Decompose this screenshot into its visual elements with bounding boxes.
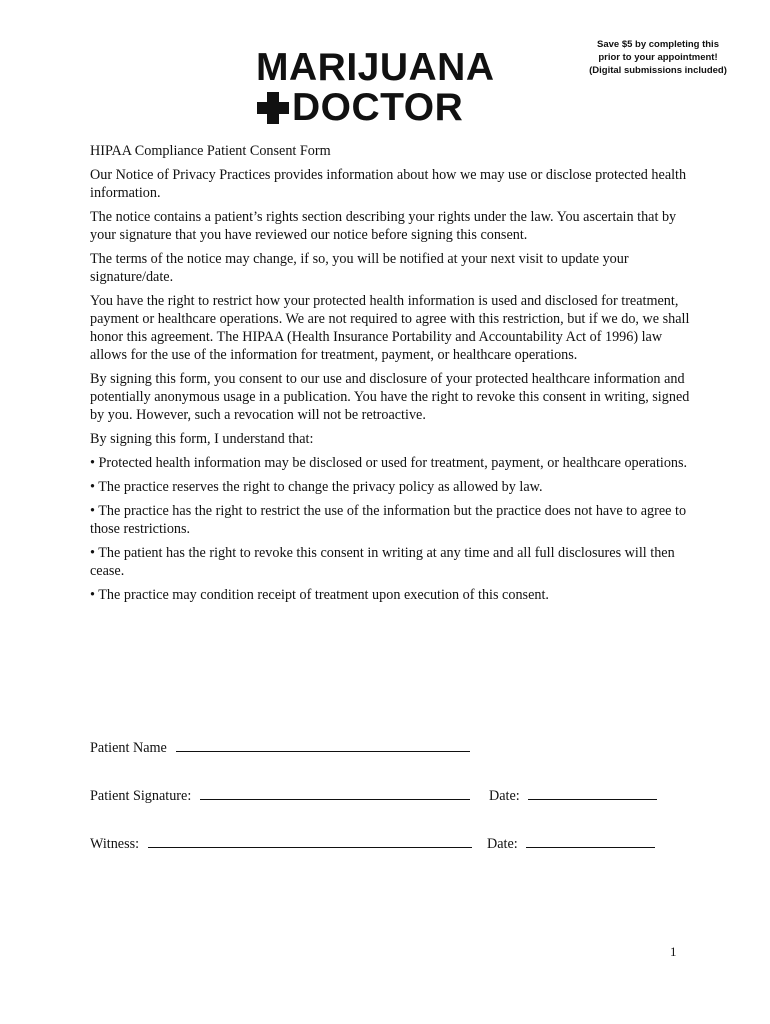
- marijuana-doctor-logo: [256, 48, 516, 128]
- logo-text-line2-row: [256, 88, 516, 128]
- bullet-condition-treatment: • The practice may condition receipt of treatment upon execution of this consent.: [90, 587, 549, 603]
- bullet-disclosure: • Protected health information may be disclosed or used for treatment, payment, or healthcare operations.: [90, 455, 688, 471]
- patient-name-row: [90, 738, 470, 757]
- promo-line-1: Save $5 by completing this: [597, 39, 719, 50]
- witness-label: Witness:: [90, 836, 140, 852]
- paragraph-privacy-notice: Our Notice of Privacy Practices provides information about how we may use or disclose protected health information.: [90, 167, 687, 201]
- logo-text-line1: MARIJUANA: [256, 46, 495, 89]
- medical-cross-icon: [256, 90, 290, 126]
- logo-text-line2: DOCTOR: [292, 86, 464, 129]
- patient-date-label: Date:: [489, 788, 520, 804]
- witness-date-row: [487, 834, 655, 853]
- patient-name-label: Patient Name: [90, 740, 167, 756]
- document-title: HIPAA Compliance Patient Consent Form: [90, 143, 331, 159]
- paragraph-notice-changes: The terms of the notice may change, if so, you will be notified at your next visit to update your signature/date.: [90, 251, 629, 285]
- witness-date-field[interactable]: [526, 834, 655, 848]
- promo-line-3: (Digital submissions included): [589, 65, 727, 76]
- consent-body: [90, 142, 690, 610]
- paragraph-understand-intro: By signing this form, I understand that:: [90, 431, 314, 447]
- promo-line-2: prior to your appointment!: [598, 52, 718, 63]
- paragraph-restriction-rights: You have the right to restrict how your protected health information is used and disclosed for treatment, payment or healthcare operations. We are not required to agree with this restriction, but if we do, we shall honor this agreement. The HIPAA (Health Insurance Portability and Accountability Act of 1996) law allows for the use of the information for treatment, payment, or healthcare operations.: [90, 293, 690, 363]
- bullet-revoke-consent: • The patient has the right to revoke this consent in writing at any time and all full disclosures will then cease.: [90, 545, 675, 579]
- bullet-policy-change: • The practice reserves the right to change the privacy policy as allowed by law.: [90, 479, 543, 495]
- witness-row: [90, 834, 472, 853]
- paragraph-consent-use: By signing this form, you consent to our use and disclosure of your protected healthcare information and potentially anonymous usage in a publication. You have the right to revoke this consent in writing, signed by you. However, such a revocation will not be retroactive.: [90, 371, 690, 423]
- patient-signature-field[interactable]: [200, 786, 470, 800]
- patient-signature-label: Patient Signature:: [90, 788, 192, 804]
- promo-note: [576, 38, 740, 77]
- page-number: 1: [670, 944, 677, 959]
- patient-date-field[interactable]: [528, 786, 657, 800]
- bullet-restrict-use: • The practice has the right to restrict the use of the information but the practice does not have to agree to those restrictions.: [90, 503, 687, 537]
- witness-date-label: Date:: [487, 836, 518, 852]
- paragraph-patient-rights: The notice contains a patient’s rights section describing your rights under the law. You ascertain that by your signature that you have reviewed our notice before signing this consent.: [90, 209, 677, 243]
- patient-signature-row: [90, 786, 470, 805]
- witness-field[interactable]: [148, 834, 472, 848]
- patient-name-field[interactable]: [176, 738, 470, 752]
- patient-date-row: [489, 786, 657, 805]
